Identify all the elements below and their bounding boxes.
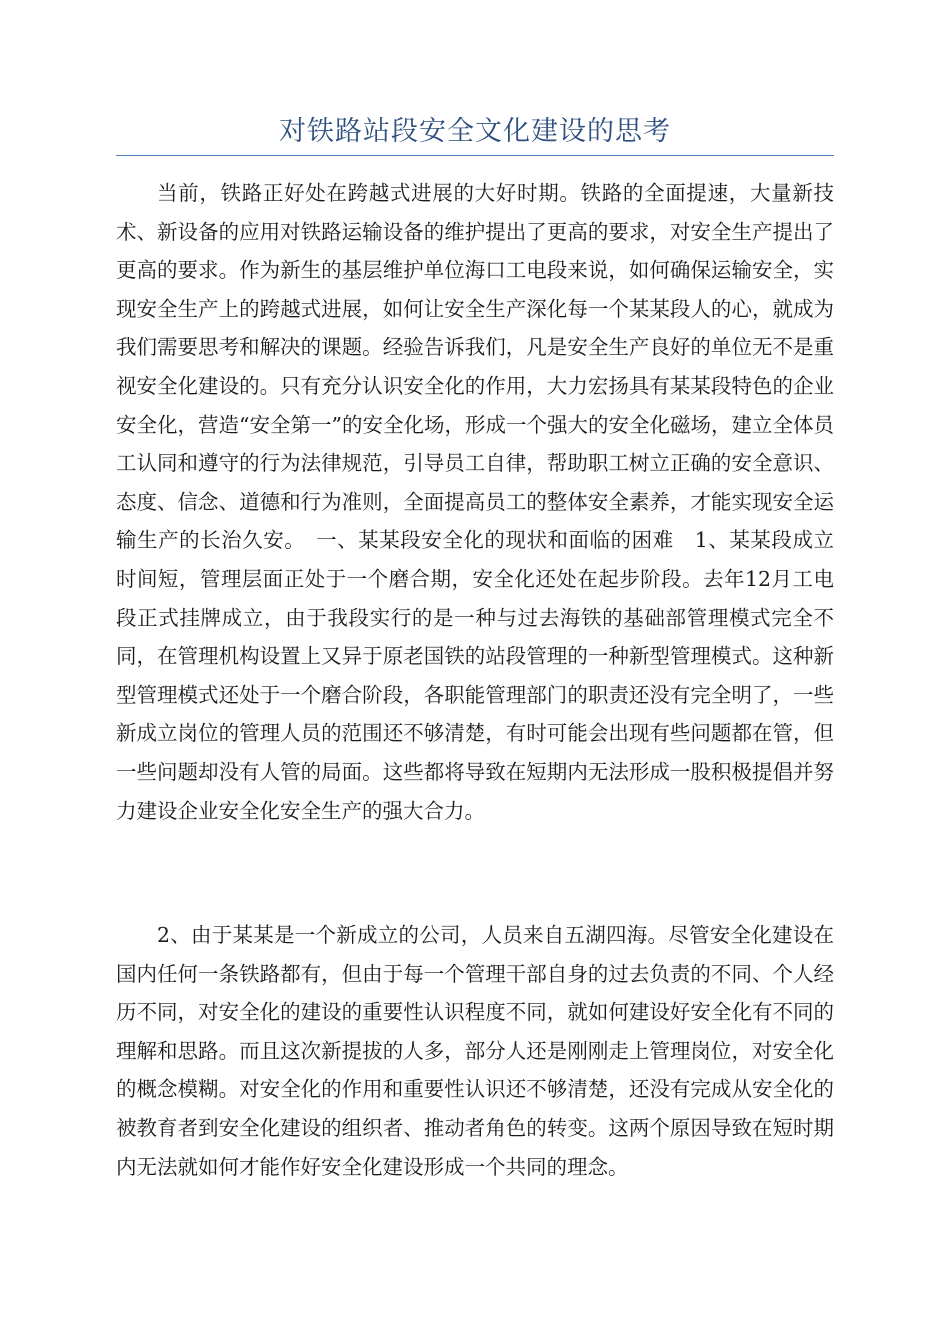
body-paragraph-2: 2、由于某某是一个新成立的公司，人员来自五湖四海。尽管安全化建设在国内任何一条铁路都有，但由于每一个管理干部自身的过去负责的不同、个人经历不同，对安全化的建设的重要性认识程度不同，就如何建设好安全化有不同的理解和思路。而且这次新提拔的人多，部分人还是刚刚走上管理岗位，对安全化的概念模糊。对安全化的作用和重要性认识还不够清楚，还没有完成从安全化的被教育者到安全化建设的组织者、推动者角色的转变。这两个原因导致在短时期内无法就如何才能作好安全化建设形成一个共同的理念。 bbox=[116, 923, 834, 1179]
document-title: 对铁路站段安全文化建设的思考 bbox=[279, 116, 671, 147]
body-paragraph-1: 当前，铁路正好处在跨越式进展的大好时期。铁路的全面提速，大量新技术、新设备的应用对铁路运输设备的维护提出了更高的要求，对安全生产提出了更高的要求。作为新生的基层维护单位海口工电段来说，如何确保运输安全，实现安全生产上的跨越式进展，如何让安全生产深化每一个某某段人的心，就成为我们需要思考和解决的课题。经验告诉我们，凡是安全生产良好的单位无不是重视安全化建设的。只有充分认识安全化的作用，大力宏扬具有某某段特色的企业安全化，营造“安全第一”的安全化场，形成一个强大的安全化磁场，建立全体员工认同和遵守的行为法律规范，引导员工自律，帮助职工树立正确的安全意识、态度、信念、道德和行为准则，全面提高员工的整体安全素养，才能实现安全运输生产的长治久安。 一、某某段安全化的现状和面临的困难 1、某某段成立时间短，管理层面正处于一个磨合期，安全化还处在起步阶段。去年12月工电段正式挂牌成立，由于我段实行的是一种与过去海铁的基础部管理模式完全不同，在管理机构设置上又异于原老国铁的站段管理的一种新型管理模式。这种新型管理模式还处于一个磨合阶段，各职能管理部门的职责还没有完全明了，一些新成立岗位的管理人员的范围还不够清楚，有时可能会出现有些问题都在管，但一些问题却没有人管的局面。这些都将导致在短期内无法形成一股积极提倡并努力建设企业安全化安全生产的强大合力。 bbox=[116, 181, 834, 823]
title-underline bbox=[116, 155, 834, 156]
